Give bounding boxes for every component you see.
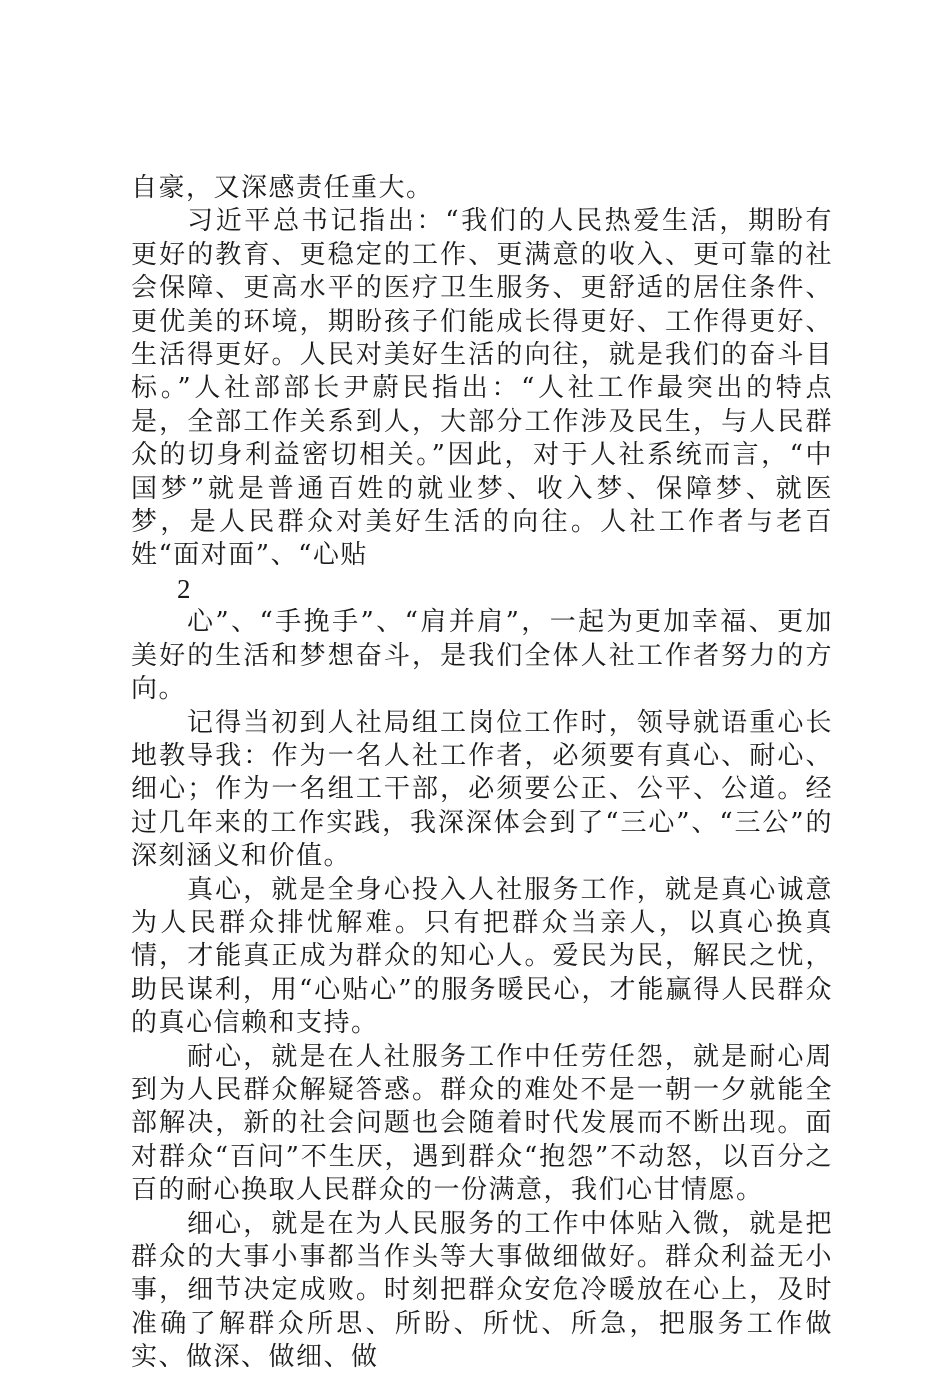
paragraph-heart-to-heart: 心”、“手挽手”、“肩并肩”，一起为更加幸福、更加美好的生活和梦想奋斗，是我们全体人社工作者努力的方向。 (131, 607, 833, 705)
document-body (131, 172, 833, 1375)
paragraph-continuation: 自豪，又深感责任重大。 (131, 173, 434, 203)
paragraph-recollection: 记得当初到人社局组工岗位工作时，领导就语重心长地教导我：作为一名人社工作者，必须要有真心、耐心、细心；作为一名组工干部，必须要公正、公平、公道。经过几年来的工作实践，我深深体会到了“三心”、“三公”的深刻涵义和价值。 (131, 707, 833, 872)
paragraph-patience: 耐心，就是在人社服务工作中任劳任怨，就是耐心周到为人民群众解疑答惑。群众的难处不是一朝一夕就能全部解决，新的社会问题也会随着时代发展而不断出现。面对群众“百问”不生厌，遇到群众“抱怨”不动怒，以百分之百的耐心换取人民群众的一份满意，我们心甘情愿。 (131, 1041, 833, 1206)
page-number: 2 (177, 573, 192, 604)
paragraph-sincerity: 真心，就是全身心投入人社服务工作，就是真心诚意为人民群众排忧解难。只有把群众当亲人，以真心换真情，才能真正成为群众的知心人。爱民为民，解民之忧，助民谋利，用“心贴心”的服务暖民心，才能赢得人民群众的真心信赖和支持。 (131, 874, 833, 1039)
paragraph-carefulness: 细心，就是在为人民服务的工作中体贴入微，就是把群众的大事小事都当作头等大事做细做好。群众利益无小事，细节决定成败。时刻把群众安危冷暖放在心上，及时准确了解群众所思、所盼、所忧、所急，把服务工作做实、做深、做细、做 (131, 1208, 833, 1373)
paragraph-xi-quote: 习近平总书记指出：“我们的人民热爱生活，期盼有更好的教育、更稳定的工作、更满意的收入、更可靠的社会保障、更高水平的医疗卫生服务、更舒适的居住条件、更优美的环境，期盼孩子们能成长得更好、工作得更好、生活得更好。人民对美好生活的向往，就是我们的奋斗目标。”人社部部长尹蔚民指出：“人社工作最突出的特点是，全部工作关系到人，大部分工作涉及民生，与人民群众的切身利益密切相关。”因此，对于人社系统而言，“中国梦”就是普通百姓的就业梦、收入梦、保障梦、就医梦，是人民群众对美好生活的向往。人社工作者与老百姓“面对面”、“心贴 (131, 206, 833, 571)
